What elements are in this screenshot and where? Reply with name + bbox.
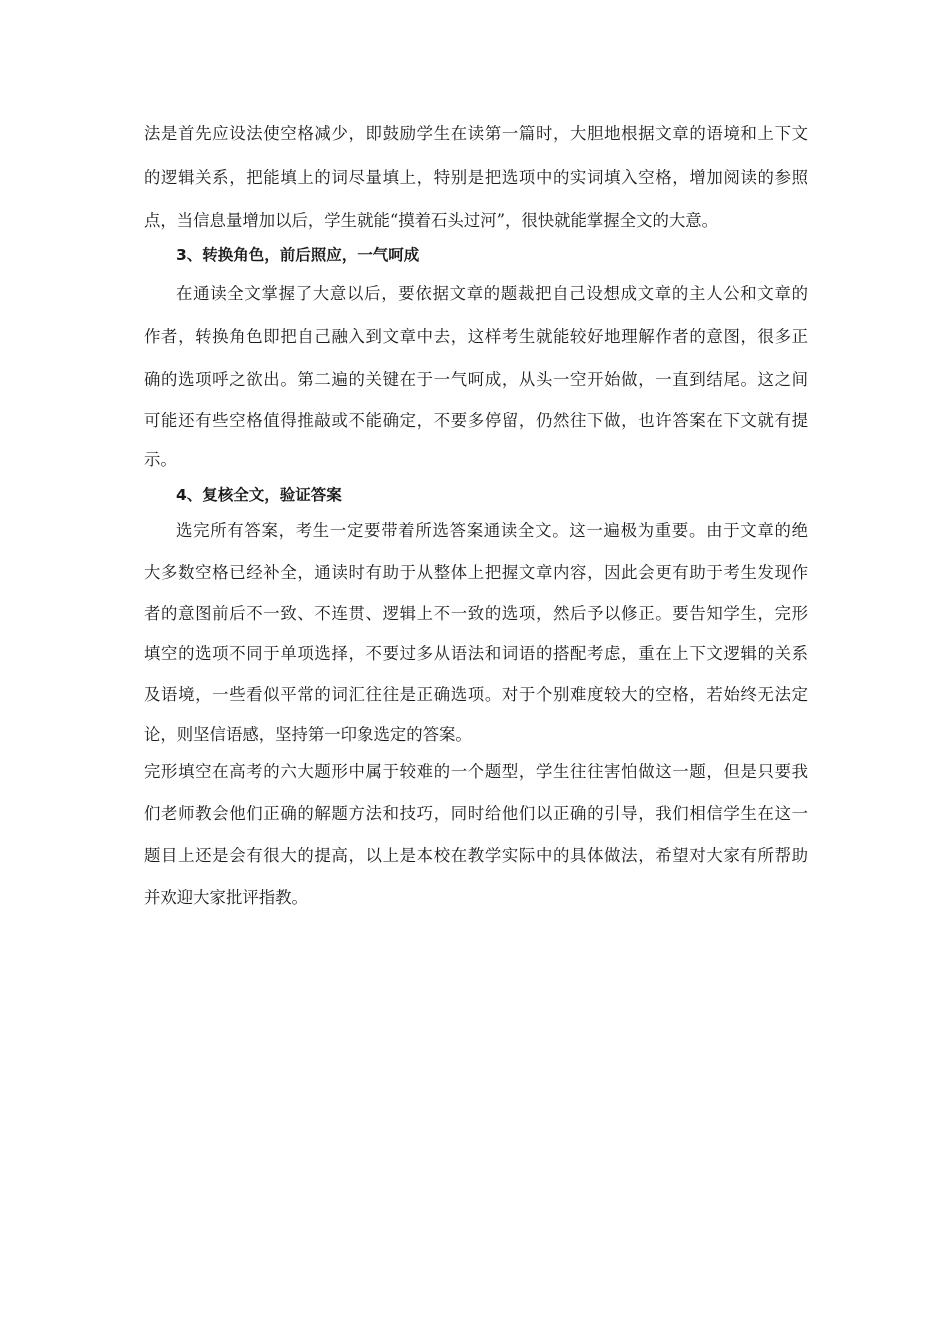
paragraph-line: 选完所有答案，考生一定要带着所选答案通读全文。这一遍极为重要。由于文章的绝 xyxy=(176,521,808,540)
section-heading: 3、转换角色，前后照应，一气呵成 xyxy=(176,246,420,264)
paragraph-line: 的逻辑关系，把能填上的词尽量填上，特别是把选项中的实词填入空格，增加阅读的参照 xyxy=(144,168,808,187)
paragraph-line: 大多数空格已经补全，通读时有助于从整体上把握文章内容，因此会更有助于考生发现作 xyxy=(144,563,808,582)
paragraph-line: 确的选项呼之欲出。第二遍的关键在于一气呵成，从头一空开始做，一直到结尾。这之间 xyxy=(144,370,808,389)
paragraph-line: 可能还有些空格值得推敲或不能确定，不要多停留，仍然往下做，也许答案在下文就有提 xyxy=(144,411,808,430)
paragraph-line: 题目上还是会有很大的提高，以上是本校在教学实际中的具体做法，希望对大家有所帮助 xyxy=(144,846,808,865)
paragraph-line: 示。 xyxy=(144,450,177,469)
paragraph-line: 法是首先应设法使空格减少，即鼓励学生在读第一篇时，大胆地根据文章的语境和上下文 xyxy=(144,124,808,143)
paragraph-line: 者的意图前后不一致、不连贯、逻辑上不一致的选项，然后予以修正。要告知学生，完形 xyxy=(144,604,808,623)
paragraph-line: 及语境，一些看似平常的词汇往往是正确选项。对于个别难度较大的空格，若始终无法定 xyxy=(144,685,808,704)
paragraph-line: 完形填空在高考的六大题形中属于较难的一个题型，学生往往害怕做这一题，但是只要我 xyxy=(144,762,808,781)
paragraph-line: 在通读全文掌握了大意以后，要依据文章的题裁把自己设想成文章的主人公和文章的 xyxy=(176,284,808,303)
paragraph-line: 并欢迎大家批评指教。 xyxy=(144,888,308,907)
paragraph-line: 论，则坚信语感，坚持第一印象选定的答案。 xyxy=(144,725,472,744)
paragraph-line: 点，当信息量增加以后，学生就能“摸着石头过河”，很快就能掌握全文的大意。 xyxy=(144,211,719,230)
paragraph-line: 填空的选项不同于单项选择，不要过多从语法和词语的搭配考虑，重在上下文逻辑的关系 xyxy=(144,644,808,663)
paragraph-line: 作者，转换角色即把自己融入到文章中去，这样考生就能较好地理解作者的意图，很多正 xyxy=(144,327,808,346)
paragraph-line: 们老师教会他们正确的解题方法和技巧，同时给他们以正确的引导，我们相信学生在这一 xyxy=(144,804,808,823)
section-heading: 4、复核全文，验证答案 xyxy=(176,486,342,504)
